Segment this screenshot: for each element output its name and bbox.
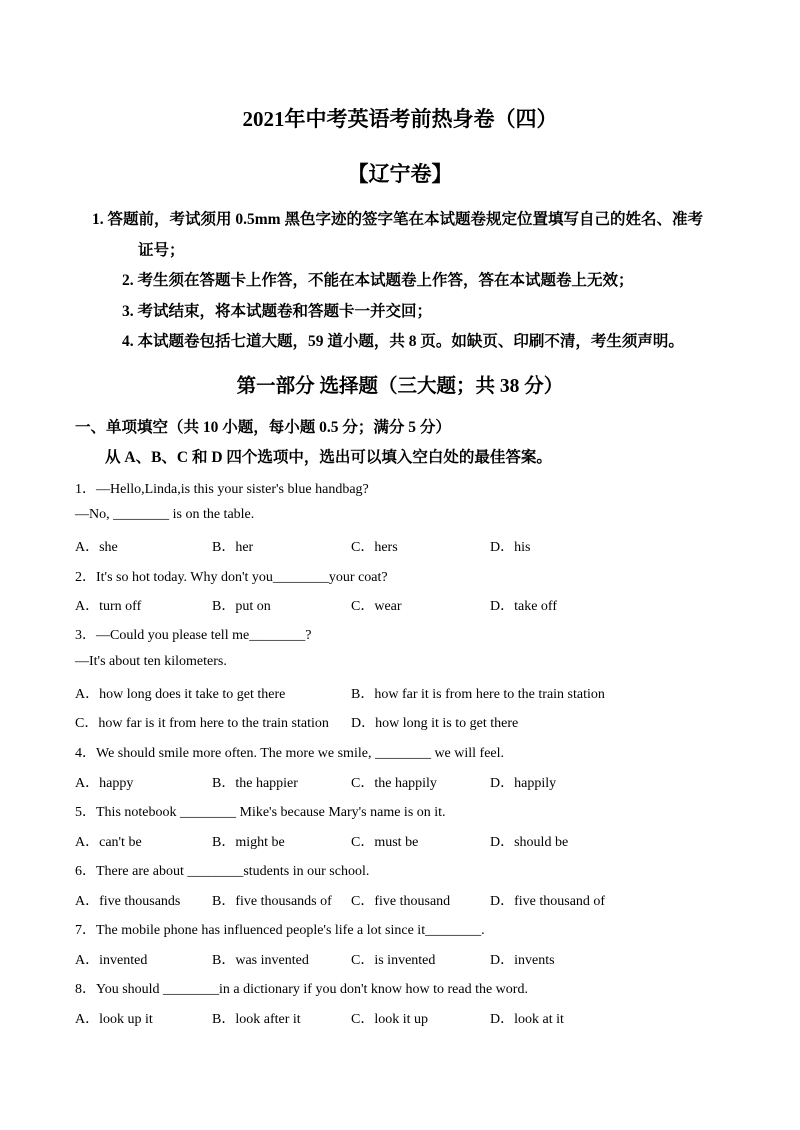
question-stem: —It's about ten kilometers. xyxy=(75,654,227,669)
notice-item-1-continued: 证号； xyxy=(138,242,185,259)
option-a: A．five thousands xyxy=(75,894,181,909)
option-c: C．five thousand xyxy=(351,894,451,909)
option-b: B．how far it is from here to the train station xyxy=(351,687,605,702)
option-a: A．turn off xyxy=(75,599,142,614)
option-c: C．look it up xyxy=(351,1012,429,1027)
option-b: B．look after it xyxy=(212,1012,301,1027)
option-d: D．how long it is to get there xyxy=(351,716,519,731)
section-instruction: 从 A、B、C 和 D 四个选项中，选出可以填入空白处的最佳答案。 xyxy=(105,449,552,466)
option-a: A．happy xyxy=(75,776,134,791)
question-stem: —No, ________ is on the table. xyxy=(75,507,255,522)
option-d: D．five thousand of xyxy=(490,894,606,909)
question-stem: 6．There are about ________students in our school. xyxy=(75,864,370,879)
option-d: D．happily xyxy=(490,776,557,791)
option-c: C．how far is it from here to the train station xyxy=(75,716,329,731)
question-stem: 4．We should smile more often. The more we smile, ________ we will feel. xyxy=(75,746,505,761)
question-stem: 5．This notebook ________ Mike's because Mary's name is on it. xyxy=(75,805,446,820)
option-b: B．might be xyxy=(212,835,285,850)
notice-item-2: 2. 考生须在答题卡上作答，不能在本试题卷上作答，答在本试题卷上无效； xyxy=(122,272,634,289)
notice-item-1: 1. 答题前，考试须用 0.5mm 黑色字迹的签字笔在本试题卷规定位置填写自己的姓名、准考 xyxy=(92,211,703,228)
option-c: C．the happily xyxy=(351,776,437,791)
option-a: A．she xyxy=(75,540,118,555)
option-a: A．look up it xyxy=(75,1012,153,1027)
notice-item-4: 4. 本试题卷包括七道大题，59 道小题，共 8 页。如缺页、印刷不清，考生须声明。 xyxy=(122,333,684,350)
question-stem: 3．—Could you please tell me________? xyxy=(75,628,312,643)
option-b: B．five thousands of xyxy=(212,894,332,909)
option-a: A．invented xyxy=(75,953,148,968)
option-c: C．must be xyxy=(351,835,419,850)
question-stem: 2．It's so hot today. Why don't you________your coat? xyxy=(75,570,388,585)
option-b: B．her xyxy=(212,540,254,555)
option-b: B．the happier xyxy=(212,776,298,791)
notice-item-3: 3. 考试结束，将本试题卷和答题卡一并交回； xyxy=(122,303,433,320)
part-title: 第一部分 选择题（三大题；共 38 分） xyxy=(236,376,564,397)
option-d: D．his xyxy=(490,540,531,555)
option-a: A．can't be xyxy=(75,835,142,850)
question-stem: 8．You should ________in a dictionary if you don't know how to read the word. xyxy=(75,982,528,997)
section-heading: 一、单项填空（共 10 小题，每小题 0.5 分；满分 5 分） xyxy=(75,419,451,436)
option-d: D．look at it xyxy=(490,1012,564,1027)
exam-title: 2021年中考英语考前热身卷（四） xyxy=(242,107,558,131)
option-b: B．was invented xyxy=(212,953,309,968)
option-d: D．should be xyxy=(490,835,569,850)
option-c: C．wear xyxy=(351,599,402,614)
option-c: C．hers xyxy=(351,540,398,555)
option-d: D．take off xyxy=(490,599,557,614)
option-d: D．invents xyxy=(490,953,555,968)
exam-region-label: 【辽宁卷】 xyxy=(347,162,453,186)
option-c: C．is invented xyxy=(351,953,436,968)
question-stem: 7．The mobile phone has influenced people's life a lot since it________. xyxy=(75,923,485,938)
option-a: A．how long does it take to get there xyxy=(75,687,286,702)
option-b: B．put on xyxy=(212,599,271,614)
question-stem: 1．—Hello,Linda,is this your sister's blue handbag? xyxy=(75,482,369,497)
